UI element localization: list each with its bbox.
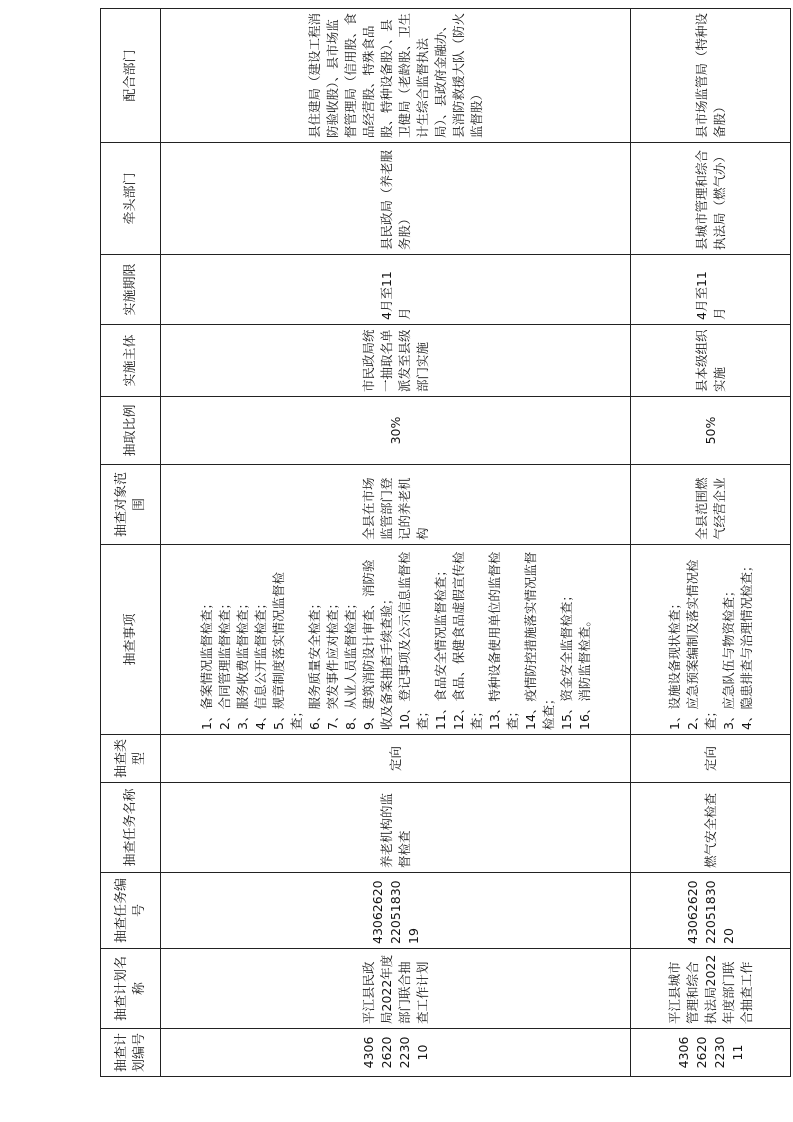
item-line: 8、从业人员监督检查； xyxy=(342,597,358,730)
header-coop: 配合部门 xyxy=(101,9,161,143)
cell-items xyxy=(631,545,791,735)
item-line: 5、规章制度落实情况监督检查； xyxy=(270,572,304,730)
cell-scope: 全县范围燃气经营企业 xyxy=(631,465,791,545)
rotated-table-wrapper xyxy=(100,9,790,1077)
cell-ratio: 50% xyxy=(631,397,791,465)
item-line: 15、资金安全监督检查； xyxy=(558,589,574,730)
item-line: 16、消防监督检查。 xyxy=(576,614,592,730)
header-lead: 牵头部门 xyxy=(101,143,161,255)
item-line: 14、疫情防控措施落实情况监督检查； xyxy=(522,551,556,730)
cell-period: 4月至11月 xyxy=(631,255,791,325)
header-task-name: 抽查任务名称 xyxy=(101,783,161,873)
item-line: 4、隐患排查与治理情况检查； xyxy=(738,559,754,730)
cell-items xyxy=(161,545,631,735)
cell-type: 定向 xyxy=(161,735,631,783)
inspection-plan-table xyxy=(100,8,791,1077)
item-line: 2、合同管理监督检查； xyxy=(216,597,232,730)
item-line: 3、服务收费监督检查； xyxy=(234,597,250,730)
item-line: 13、特种设备使用单位的监督检查； xyxy=(486,551,520,730)
table-row xyxy=(161,9,631,1077)
header-scope: 抽查对象范围 xyxy=(101,465,161,545)
header-type: 抽查类型 xyxy=(101,735,161,783)
cell-type: 定向 xyxy=(631,735,791,783)
item-line: 12、食品、保健食品虚假宣传检查； xyxy=(450,551,484,730)
cell-lead: 县民政局（养老服务股） xyxy=(161,143,631,255)
header-items: 抽查事项 xyxy=(101,545,161,735)
item-line: 7、突发事件应对检查； xyxy=(324,597,340,730)
header-plan-no: 抽查计划编号 xyxy=(101,1029,161,1077)
cell-subject: 县本级组织实施 xyxy=(631,325,791,397)
item-line: 2、应急预案编制及落实情况检查； xyxy=(684,559,718,730)
cell-plan-no: 43062620223011 xyxy=(631,1029,791,1077)
header-ratio: 抽取比例 xyxy=(101,397,161,465)
cell-plan-no: 43062620223010 xyxy=(161,1029,631,1077)
cell-coop: 县住建局（建设工程消防验收股）、县市场监督管理局（信用股、食品经营股、特殊食品股、特种设备股）、县卫健局（老龄股、卫生计生综合监督执法局）、县政府金融办、县消防救援大队（防火监督股） xyxy=(161,9,631,143)
header-plan-name: 抽查计划名称 xyxy=(101,949,161,1029)
item-line: 10、登记事项及公示信息监督检查； xyxy=(396,551,430,730)
cell-plan-name: 平江县城市管理和综合执法局2022年度部门联合抽查工作 xyxy=(631,949,791,1029)
cell-ratio: 30% xyxy=(161,397,631,465)
item-line: 6、服务质量安全检查； xyxy=(306,597,322,730)
cell-period: 4月至11月 xyxy=(161,255,631,325)
item-line: 3、应急队伍与物资检查； xyxy=(720,584,736,730)
cell-task-no: 430626202205183019 xyxy=(161,873,631,949)
item-line: 4、信息公开监督检查； xyxy=(252,597,268,730)
header-subject: 实施主体 xyxy=(101,325,161,397)
cell-scope: 全县在市场监管部门登记的养老机构 xyxy=(161,465,631,545)
cell-coop: 县市场监管局（特种设备股） xyxy=(631,9,791,143)
cell-lead: 县城市管理和综合执法局（燃气办） xyxy=(631,143,791,255)
header-task-no: 抽查任务编号 xyxy=(101,873,161,949)
item-line: 9、建筑消防设计审查、消防验收及备案抽查手续查验； xyxy=(360,559,394,730)
cell-task-no: 430626202205183020 xyxy=(631,873,791,949)
cell-plan-name: 平江县民政局2022年度部门联合抽查工作计划 xyxy=(161,949,631,1029)
cell-subject: 市民政局统一抽取名单派发至县级部门实施 xyxy=(161,325,631,397)
header-row xyxy=(101,9,161,1077)
cell-task-name: 养老机构的监督检查 xyxy=(161,783,631,873)
item-line: 1、备案情况监督检查； xyxy=(198,597,214,730)
header-period: 实施期限 xyxy=(101,255,161,325)
item-line: 1、设施设备现状检查； xyxy=(666,597,682,730)
table-row xyxy=(631,9,791,1077)
item-line: 11、食品安全情况监督检查； xyxy=(432,564,448,730)
cell-task-name: 燃气安全检查 xyxy=(631,783,791,873)
